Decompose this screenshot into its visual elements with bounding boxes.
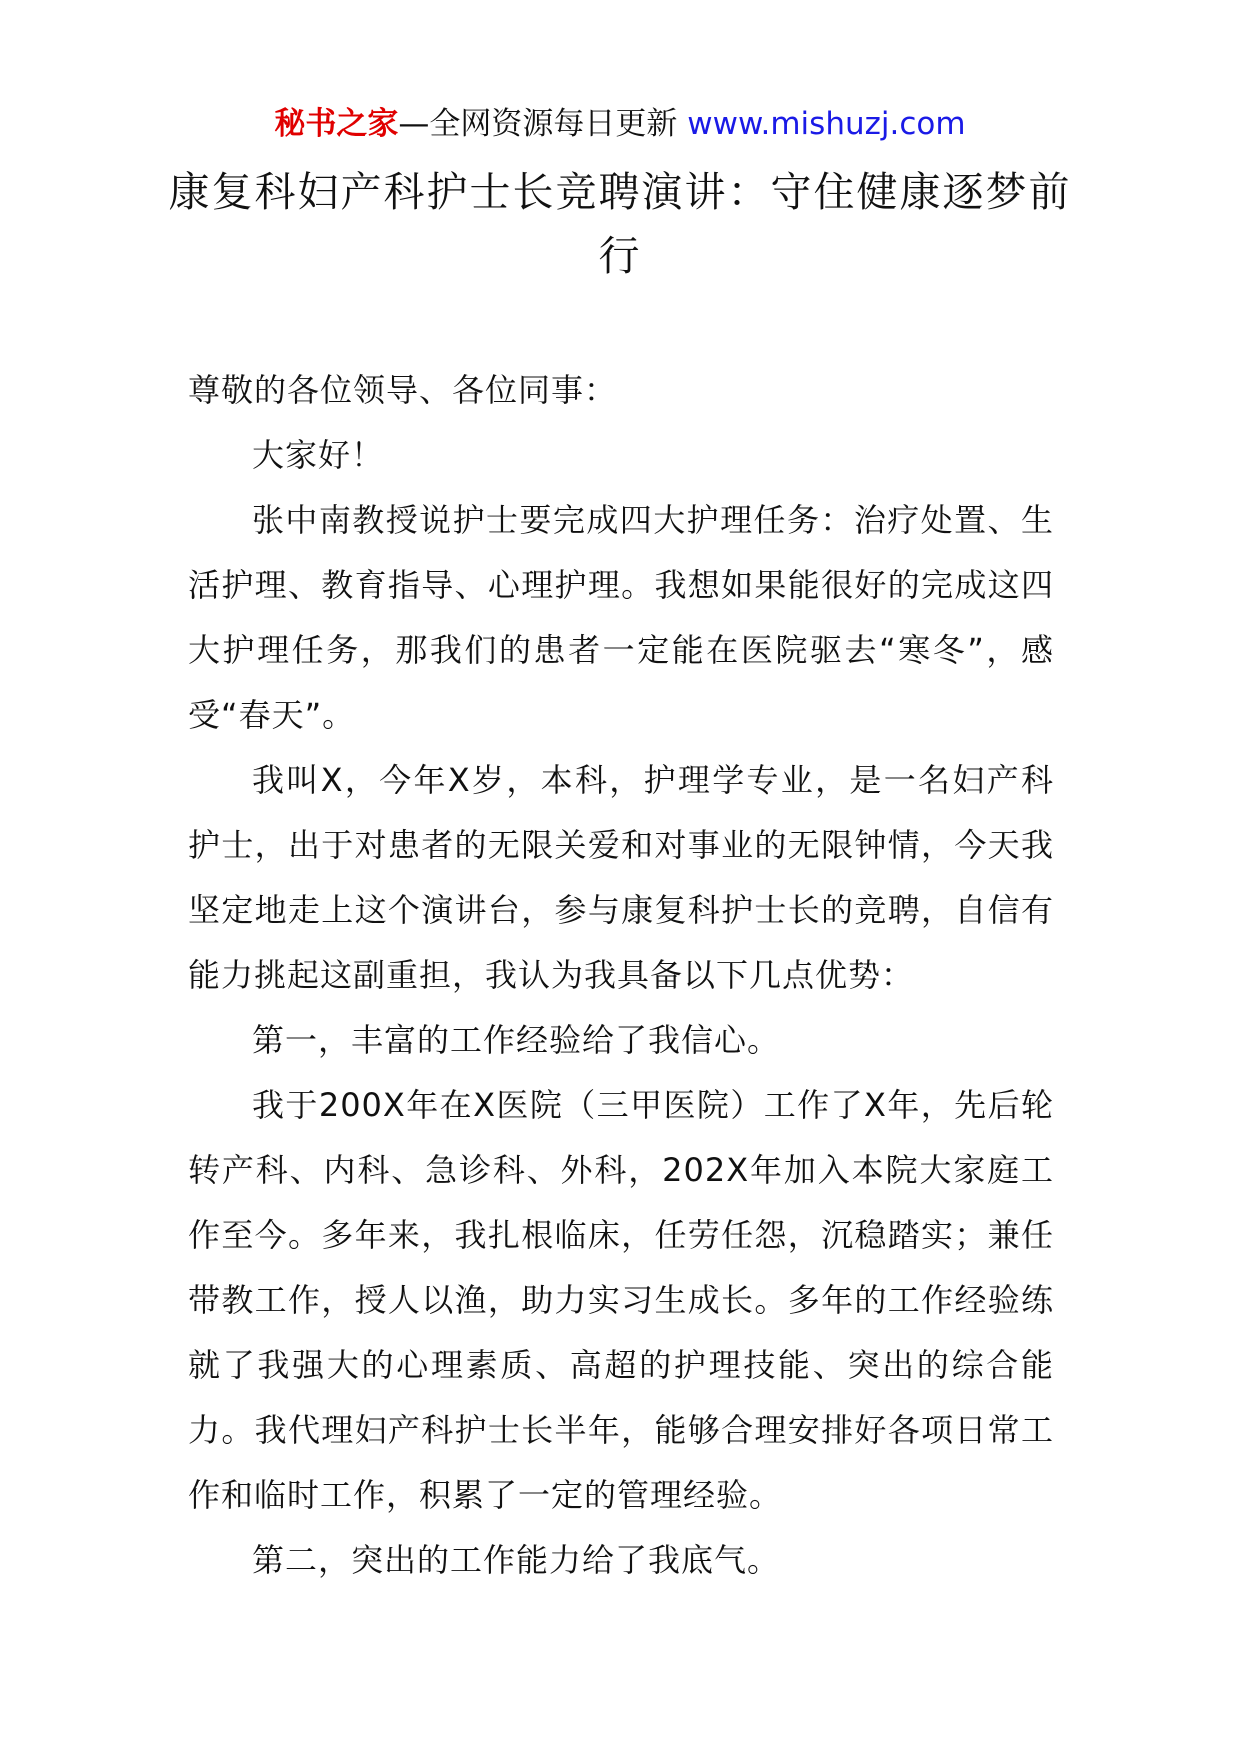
body-paragraph: 我叫X，今年X岁，本科，护理学专业，是一名妇产科护士，出于对患者的无限关爱和对事业的无限钟情，今天我坚定地走上这个演讲台，参与康复科护士长的竞聘，自信有能力挑起这副重担，我认为我具备以下几点优势： [188,761,1054,994]
site-header [0,100,1240,148]
document-body [188,358,1054,1593]
section-heading-first: 第一，丰富的工作经验给了我信心。 [252,1021,781,1059]
document-title: 康复科妇产科护士长竞聘演讲：守住健康逐梦前行 [168,168,1072,280]
site-url-link[interactable]: www.mishuzj.com [687,106,966,142]
header-slogan: —全网资源每日更新 [398,106,688,142]
brand-name: 秘书之家 [274,106,399,142]
body-paragraph: 我于200X年在X医院（三甲医院）工作了X年，先后轮转产科、内科、急诊科、外科，202X年加入本院大家庭工作至今。多年来，我扎根临床，任劳任怨，沉稳踏实；兼任带教工作，授人以渔，助力实习生成长。多年的工作经验练就了我强大的心理素质、高超的护理技能、突出的综合能力。我代理妇产科护士长半年，能够合理安排好各项日常工作和临时工作，积累了一定的管理经验。 [188,1086,1054,1514]
salutation-paragraph: 尊敬的各位领导、各位同事： [188,371,618,409]
greeting-paragraph: 大家好！ [252,436,385,474]
section-heading-second: 第二，突出的工作能力给了我底气。 [252,1541,781,1579]
body-paragraph: 张中南教授说护士要完成四大护理任务：治疗处置、生活护理、教育指导、心理护理。我想如果能很好的完成这四大护理任务，那我们的患者一定能在医院驱去“寒冬”，感受“春天”。 [188,501,1054,734]
